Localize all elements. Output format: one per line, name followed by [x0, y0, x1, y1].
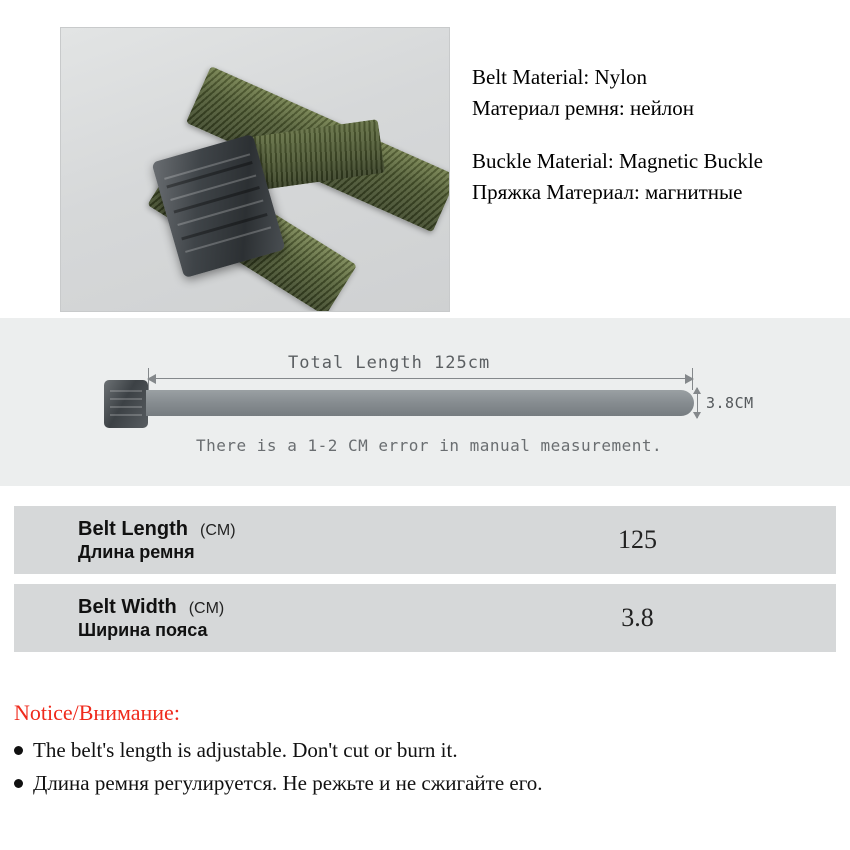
total-length-label: Total Length 125cm	[288, 353, 491, 373]
table-row	[14, 584, 836, 652]
table-row-spacer	[14, 576, 836, 582]
bullet-icon	[14, 746, 23, 755]
width-dimension-arrow	[697, 388, 699, 418]
spec-buckle	[472, 146, 842, 208]
specification-list	[472, 62, 842, 230]
notice-item-en	[14, 734, 834, 767]
belt-length-label-ru: Длина ремня	[78, 541, 195, 562]
diagram-belt-strap	[146, 390, 694, 416]
measurement-diagram	[0, 318, 850, 486]
belt-width-value: 3.8	[439, 584, 836, 652]
diagram-buckle-icon	[104, 380, 148, 428]
measurement-error-note: There is a 1-2 CM error in manual measurement.	[196, 436, 663, 455]
product-overview-section	[0, 0, 850, 312]
notice-item-ru	[14, 767, 834, 800]
length-dimension-arrow	[148, 378, 693, 380]
belt-length-unit: (CM)	[200, 521, 236, 539]
spec-buckle-ru: Пряжка Материал: магнитные	[472, 180, 743, 204]
notice-title: Notice/Внимание:	[14, 700, 180, 725]
belt-width-label-ru: Ширина пояса	[78, 619, 208, 640]
notice-text-en: The belt's length is adjustable. Don't cut or burn it.	[33, 738, 458, 762]
notice-section	[14, 700, 834, 800]
notice-text-ru: Длина ремня регулируется. Не режьте и не сжигайте его.	[33, 771, 543, 795]
specification-table	[14, 504, 836, 654]
bullet-icon	[14, 779, 23, 788]
belt-width-unit: (CM)	[188, 599, 225, 617]
spec-buckle-en: Buckle Material: Magnetic Buckle	[472, 149, 763, 173]
table-row	[14, 506, 836, 574]
belt-length-value: 125	[439, 506, 836, 574]
spec-material-en: Belt Material: Nylon	[472, 65, 647, 89]
belt-width-label-en: Belt Width	[78, 595, 177, 618]
spec-material-ru: Материал ремня: нейлон	[472, 96, 695, 120]
belt-length-label-en: Belt Length	[78, 517, 188, 540]
belt-width-label: 3.8CM	[706, 394, 754, 412]
product-photo	[60, 27, 450, 312]
spec-material	[472, 62, 842, 124]
belt-width-label-cell	[14, 584, 439, 652]
belt-length-label-cell	[14, 506, 439, 574]
